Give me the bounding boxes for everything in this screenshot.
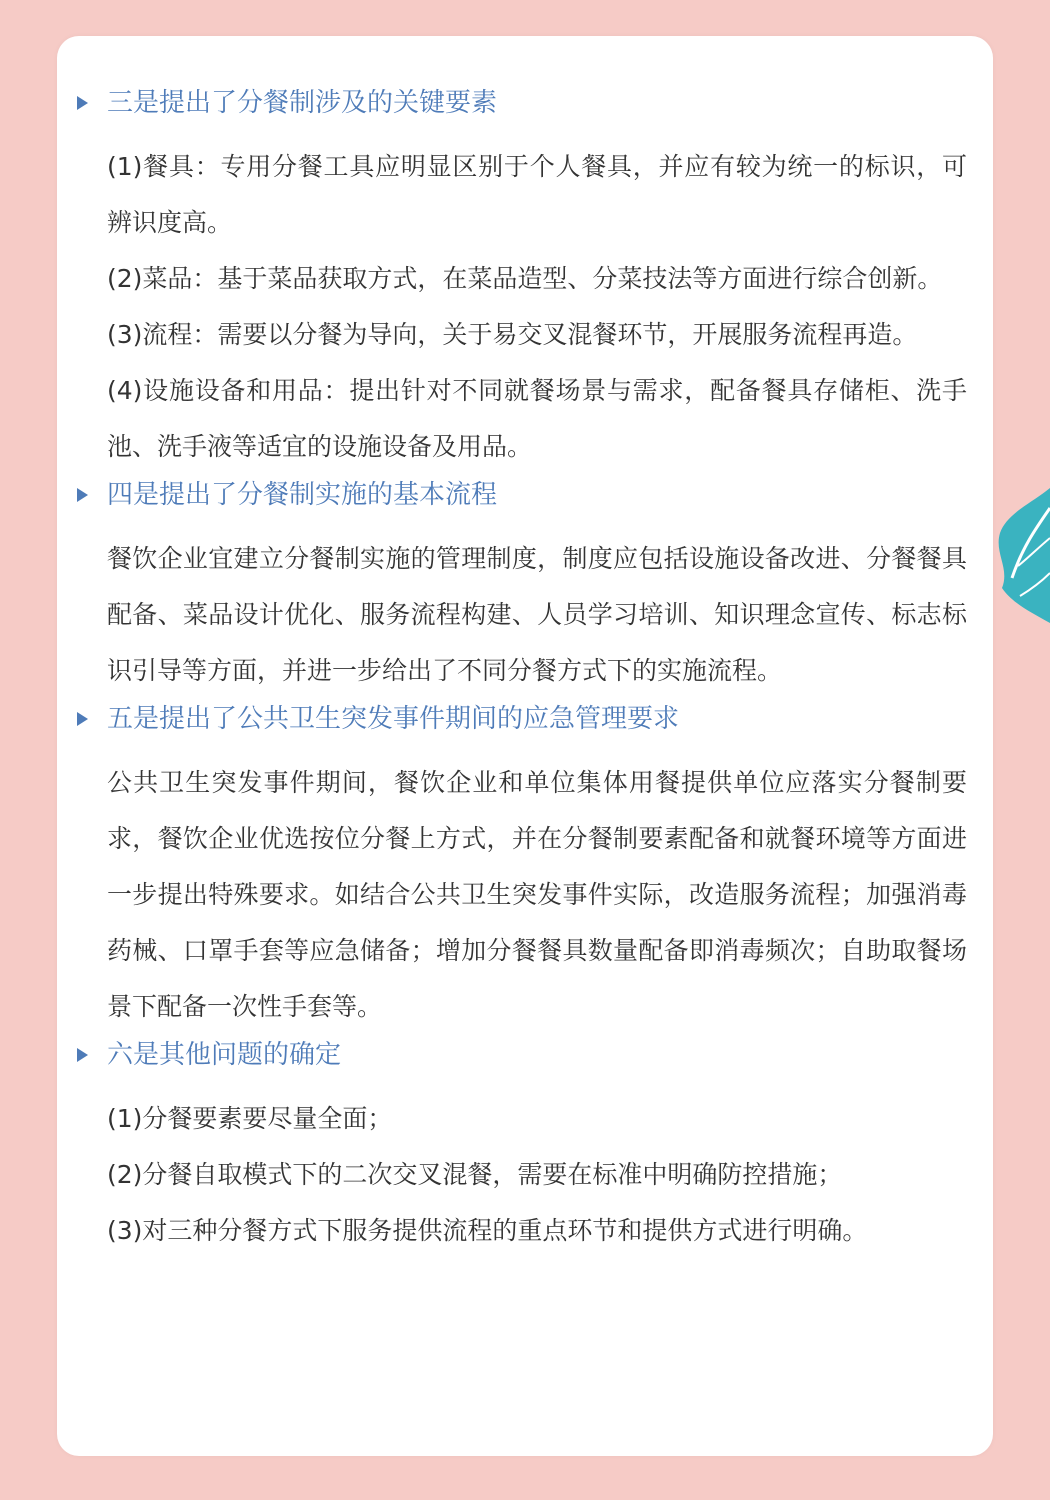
paragraph: 餐饮企业宜建立分餐制实施的管理制度，制度应包括设施设备改进、分餐餐具配备、菜品设计优化、服务流程构建、人员学习培训、知识理念宣传、标志标识引导等方面，并进一步给出了不同分餐方式下的实施流程。: [107, 544, 967, 685]
paragraph: 公共卫生突发事件期间，餐饮企业和单位集体用餐提供单位应落实分餐制要求，餐饮企业优选按位分餐上方式，并在分餐制要素配备和就餐环境等方面进一步提出特殊要求。如结合公共卫生突发事件实际，改造服务流程；加强消毒药械、口罩手套等应急储备；增加分餐餐具数量配备即消毒频次；自助取餐场景下配备一次性手套等。: [107, 768, 967, 1021]
paragraph: (3)对三种分餐方式下服务提供流程的重点环节和提供方式进行明确。: [107, 1216, 868, 1245]
section-heading: [107, 1035, 967, 1075]
paragraph: (4)设施设备和用品：提出针对不同就餐场景与需求，配备餐具存储柜、洗手池、洗手液等适宜的设施设备及用品。: [107, 376, 967, 461]
paragraph: (2)菜品：基于菜品获取方式，在菜品造型、分菜技法等方面进行综合创新。: [107, 264, 943, 293]
document-content: [107, 83, 967, 1259]
paragraph: (3)流程：需要以分餐为导向，关于易交叉混餐环节，开展服务流程再造。: [107, 320, 918, 349]
leaf-icon: [992, 478, 1050, 628]
section-heading: [107, 475, 967, 515]
triangle-right-icon: [77, 96, 88, 110]
section-heading-text: 三是提出了分餐制涉及的关键要素: [107, 88, 498, 118]
document-card: [57, 36, 993, 1456]
triangle-right-icon: [77, 1048, 88, 1062]
paragraph: (2)分餐自取模式下的二次交叉混餐，需要在标准中明确防控措施；: [107, 1160, 843, 1189]
paragraph: (1)分餐要素要尽量全面；: [107, 1104, 393, 1133]
triangle-right-icon: [77, 488, 88, 502]
paragraph: (1)餐具：专用分餐工具应明显区别于个人餐具，并应有较为统一的标识，可辨识度高。: [107, 152, 967, 237]
section-heading-text: 四是提出了分餐制实施的基本流程: [107, 480, 498, 510]
section-heading: [107, 699, 967, 739]
section-heading-text: 五是提出了公共卫生突发事件期间的应急管理要求: [107, 704, 680, 734]
section-heading-text: 六是其他问题的确定: [107, 1040, 342, 1070]
section-heading: [107, 83, 967, 123]
triangle-right-icon: [77, 712, 88, 726]
